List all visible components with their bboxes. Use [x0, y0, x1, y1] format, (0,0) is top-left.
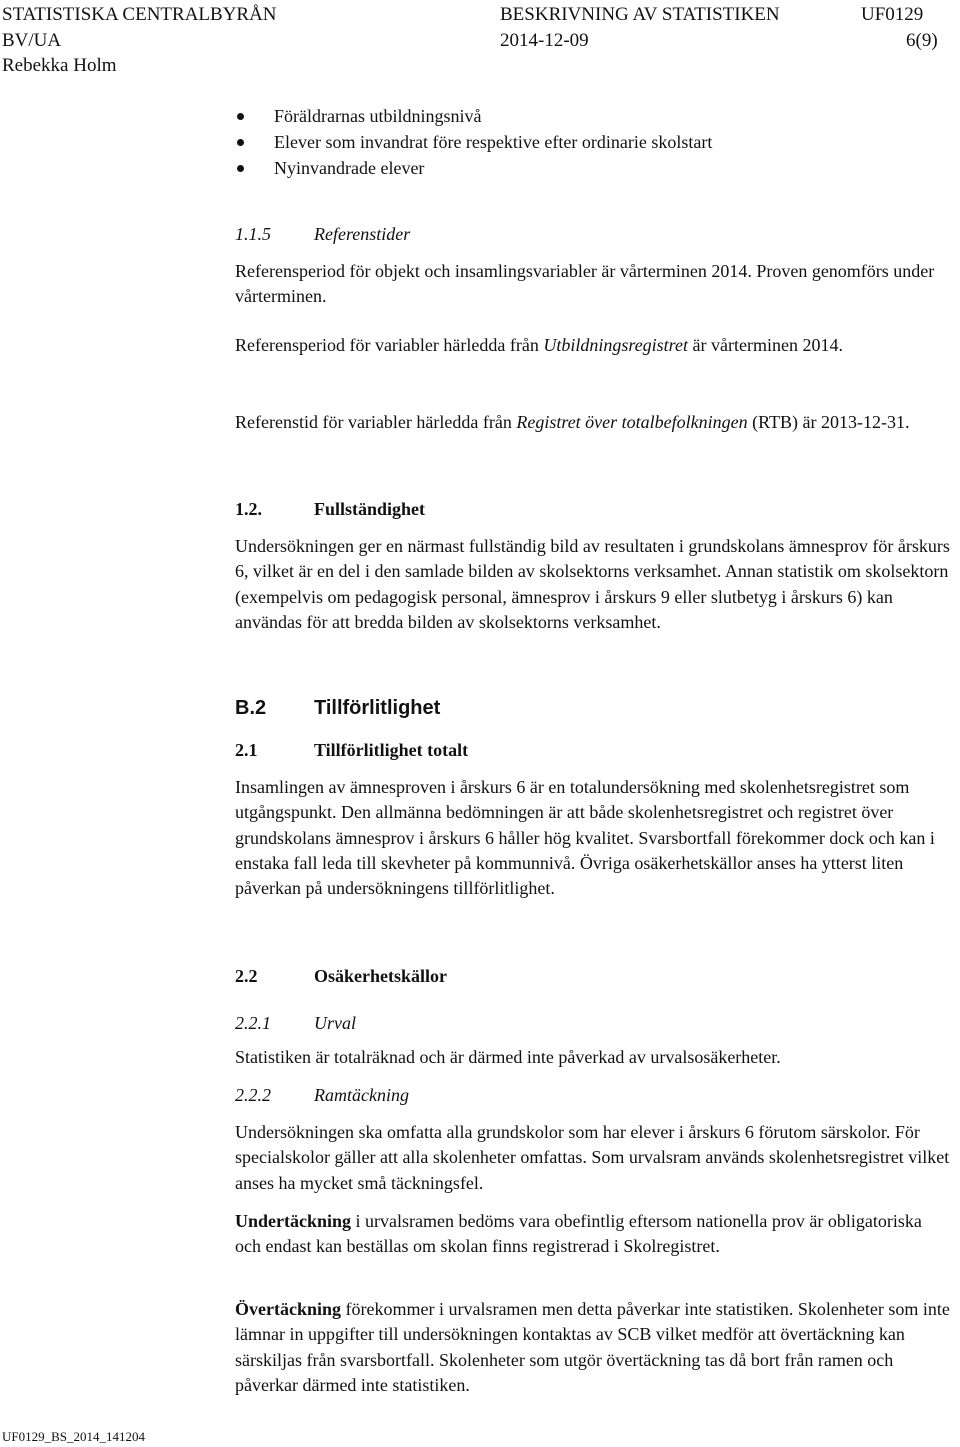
heading-tillforlitlighet-totalt [235, 738, 468, 762]
heading-number: 1.1.5 [235, 224, 271, 244]
paragraph-urval: Statistiken är totalräknad och är därmed inte påverkad av urvalsosäkerheter. [235, 1047, 781, 1067]
paragraph-tillforlitlighet-totalt: Insamlingen av ämnesproven i årskurs 6 är en totalundersökning med skolenhetsregistret som utgångspunkt. Den allmänna bedömningen är att både skolenhetsregistret och registret över grundskolans ämnesprov i årskurs 6 håller hög kvalitet. Svarsbortfall förekommer dock och kan i enstaka fall leda till skevheter på kommunnivå. Övriga osäkerhetskällor anses ha ytterst liten påverkan på undersökningens tillförlitlighet. [235, 777, 935, 899]
list-item: Nyinvandrade elever [237, 155, 937, 181]
heading-osakerhetskallor [235, 964, 447, 988]
variable-bullet-list [237, 103, 937, 181]
heading-urval [235, 1011, 356, 1035]
register-name: Utbildningsregistret [543, 335, 689, 355]
paragraph-overtackning: Övertäckning förekommer i urvalsramen men detta påverkar inte statistiken. Skolenheter som inte lämnar in uppgifter till undersökningen kontaktas av SCB vilket medför att övertäckning kan särskiljas från svarsbortfall. Skolenheter som utgör övertäckning tas då bort från ramen och påverkar därmed inte statistiken. [235, 1299, 950, 1395]
register-name: Registret över totalbefolkningen [516, 412, 748, 432]
heading-number: B.2 [235, 697, 267, 719]
heading-number: 2.2.1 [235, 1013, 271, 1033]
heading-tillforlitlighet [235, 695, 440, 721]
header-page-number: 6(9) [906, 30, 938, 51]
header-doc-id: UF0129 [861, 4, 924, 25]
header-author: Rebekka Holm [2, 55, 117, 76]
header-doc-type: BESKRIVNING AV STATISTIKEN [500, 4, 780, 25]
paragraph-utbildningsregistret: Referensperiod för variabler härledda från Utbildningsregistret är vårterminen 2014. [235, 335, 843, 355]
term-overtackning: Övertäckning [235, 1299, 341, 1319]
heading-fullstandighet [235, 497, 425, 521]
heading-title: Fullständighet [314, 499, 426, 519]
list-item: Elever som invandrat före respektive efter ordinarie skolstart [237, 129, 937, 155]
heading-title: Tillförlitlighet [314, 697, 441, 719]
list-item: Föräldrarnas utbildningsnivå [237, 103, 937, 129]
header-org: STATISTISKA CENTRALBYRÅN [2, 4, 277, 25]
heading-number: 1.2. [235, 499, 262, 519]
heading-number: 2.1 [235, 740, 258, 760]
term-undertackning: Undertäckning [235, 1211, 352, 1231]
paragraph-reference-period: Referensperiod för objekt och insamlingsvariabler är vårterminen 2014. Proven genomförs under vårterminen. [235, 261, 935, 307]
heading-number: 2.2 [235, 966, 258, 986]
heading-referenstider [235, 222, 410, 246]
paragraph-undertackning: Undertäckning i urvalsramen bedöms vara obefintlig eftersom nationella prov är obligatoriska och endast kan beställas om skolan finns registrerad i Skolregistret. [235, 1211, 922, 1257]
paragraph-rtb: Referenstid för variabler härledda från Registret över totalbefolkningen (RTB) är 2013-12-31. [235, 412, 910, 432]
paragraph-fullstandighet: Undersökningen ger en närmast fullständig bild av resultaten i grundskolans ämnesprov för årskurs 6, vilket är en del i den samlade bilden av skolsektorns verksamhet. Annan statistik om skolsektorn (exempelvis om pedagogisk personal, ämnesprov i årskurs 9 eller slutbetyg i årskurs 6) kan användas för att bredda bilden av skolsektorns verksamhet. [235, 536, 950, 632]
heading-title: Urval [314, 1013, 356, 1033]
header-date: 2014-12-09 [500, 30, 589, 51]
heading-number: 2.2.2 [235, 1085, 271, 1105]
paragraph-ramtackning: Undersökningen ska omfatta alla grundskolor som har elever i årskurs 6 förutom särskolor. För specialskolor gäller att alla skolenheter omfattas. Som urvalsram används skolenhetsregistret vilket anses ha mycket små täckningsfel. [235, 1122, 950, 1193]
header-dept: BV/UA [2, 30, 62, 51]
footer-document-code: UF0129_BS_2014_141204 [2, 1429, 146, 1444]
heading-title: Ramtäckning [314, 1085, 409, 1105]
heading-title: Tillförlitlighet totalt [314, 740, 469, 760]
heading-title: Referenstider [314, 224, 411, 244]
heading-title: Osäkerhetskällor [314, 966, 447, 986]
heading-ramtackning [235, 1083, 409, 1107]
